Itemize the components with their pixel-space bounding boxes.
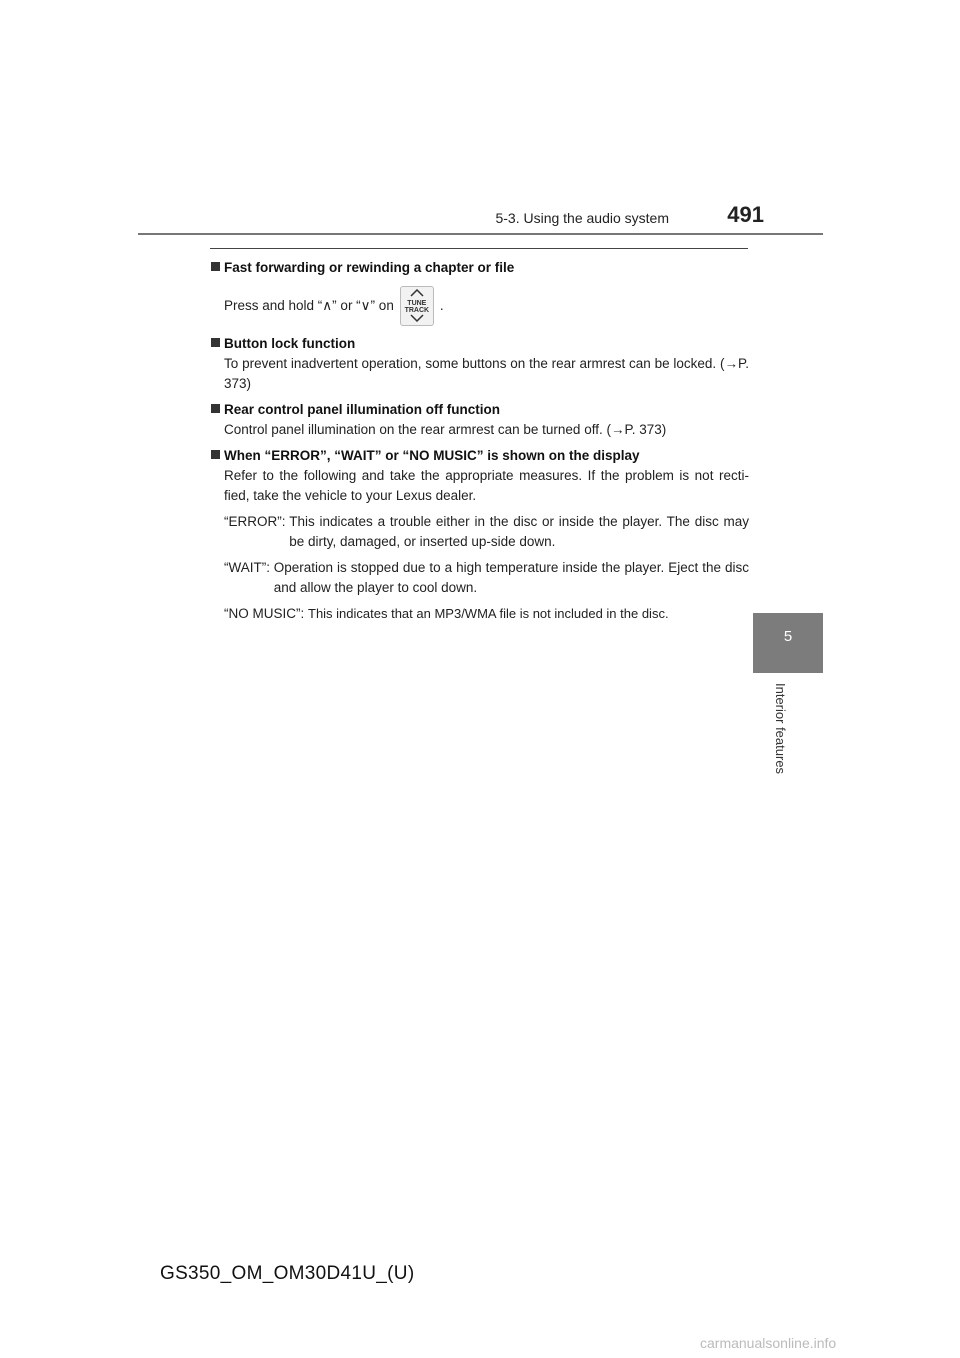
section-text: Control panel illumination on the rear armrest can be turned off. (→P. 373) <box>224 422 667 437</box>
section-fast-forward <box>211 258 749 328</box>
chevron-down-icon <box>410 314 424 325</box>
section-text: To prevent inadvertent operation, some buttons on the rear armrest can be locked. (→P. 373) <box>224 356 749 391</box>
section-heading: When “ERROR”, “WAIT” or “NO MUSIC” is shown on the display <box>211 446 749 466</box>
error-item <box>211 558 749 598</box>
error-description: This indicates a trouble either in the disc or inside the player. The disc may be dirty, damaged, or inserted up-side down. <box>289 514 749 549</box>
section-button-lock <box>211 334 749 394</box>
error-description: Operation is stopped due to a high temperature inside the player. Eject the disc and allow the player to cool down. <box>273 560 749 595</box>
error-item <box>211 604 749 624</box>
section-title: 5-3. Using the audio system <box>495 210 669 226</box>
document-code: GS350_OM_OM30D41U_(U) <box>160 1263 415 1284</box>
section-text: Refer to the following and take the appropriate measures. If the problem is not recti-fied, take the vehicle to your Lexus dealer. <box>224 468 749 503</box>
square-bullet-icon <box>211 262 220 271</box>
page-content <box>211 258 749 630</box>
square-bullet-icon <box>211 404 220 413</box>
section-heading: Fast forwarding or rewinding a chapter or file <box>211 258 749 278</box>
header-rule <box>138 233 823 235</box>
press-prefix: Press and hold “∧” or “∨” on <box>224 298 394 313</box>
page-number: 491 <box>727 202 764 227</box>
section-error-messages <box>211 446 749 624</box>
tune-track-button-icon <box>400 286 434 326</box>
chapter-tab-number: 5 <box>783 628 793 645</box>
error-key: “ERROR”: <box>224 514 290 529</box>
error-key: “NO MUSIC”: <box>224 606 308 621</box>
error-item <box>211 512 749 552</box>
error-description: This indicates that an MP3/WMA file is not included in the disc. <box>308 606 669 621</box>
press-suffix: . <box>439 298 444 313</box>
press-instruction <box>211 284 749 328</box>
section-heading: Button lock function <box>211 334 749 354</box>
chapter-tab-label: Interior features <box>773 683 788 775</box>
content-top-rule <box>210 248 748 249</box>
watermark: carmanualsonline.info <box>700 1335 837 1351</box>
section-heading: Rear control panel illumination off function <box>211 400 749 420</box>
track-label: TRACK <box>404 307 430 314</box>
tune-label: TUNE <box>407 300 427 307</box>
chevron-up-icon <box>410 289 424 300</box>
square-bullet-icon <box>211 338 220 347</box>
square-bullet-icon <box>211 450 220 459</box>
section-illumination-off <box>211 400 749 440</box>
error-key: “WAIT”: <box>224 560 274 575</box>
